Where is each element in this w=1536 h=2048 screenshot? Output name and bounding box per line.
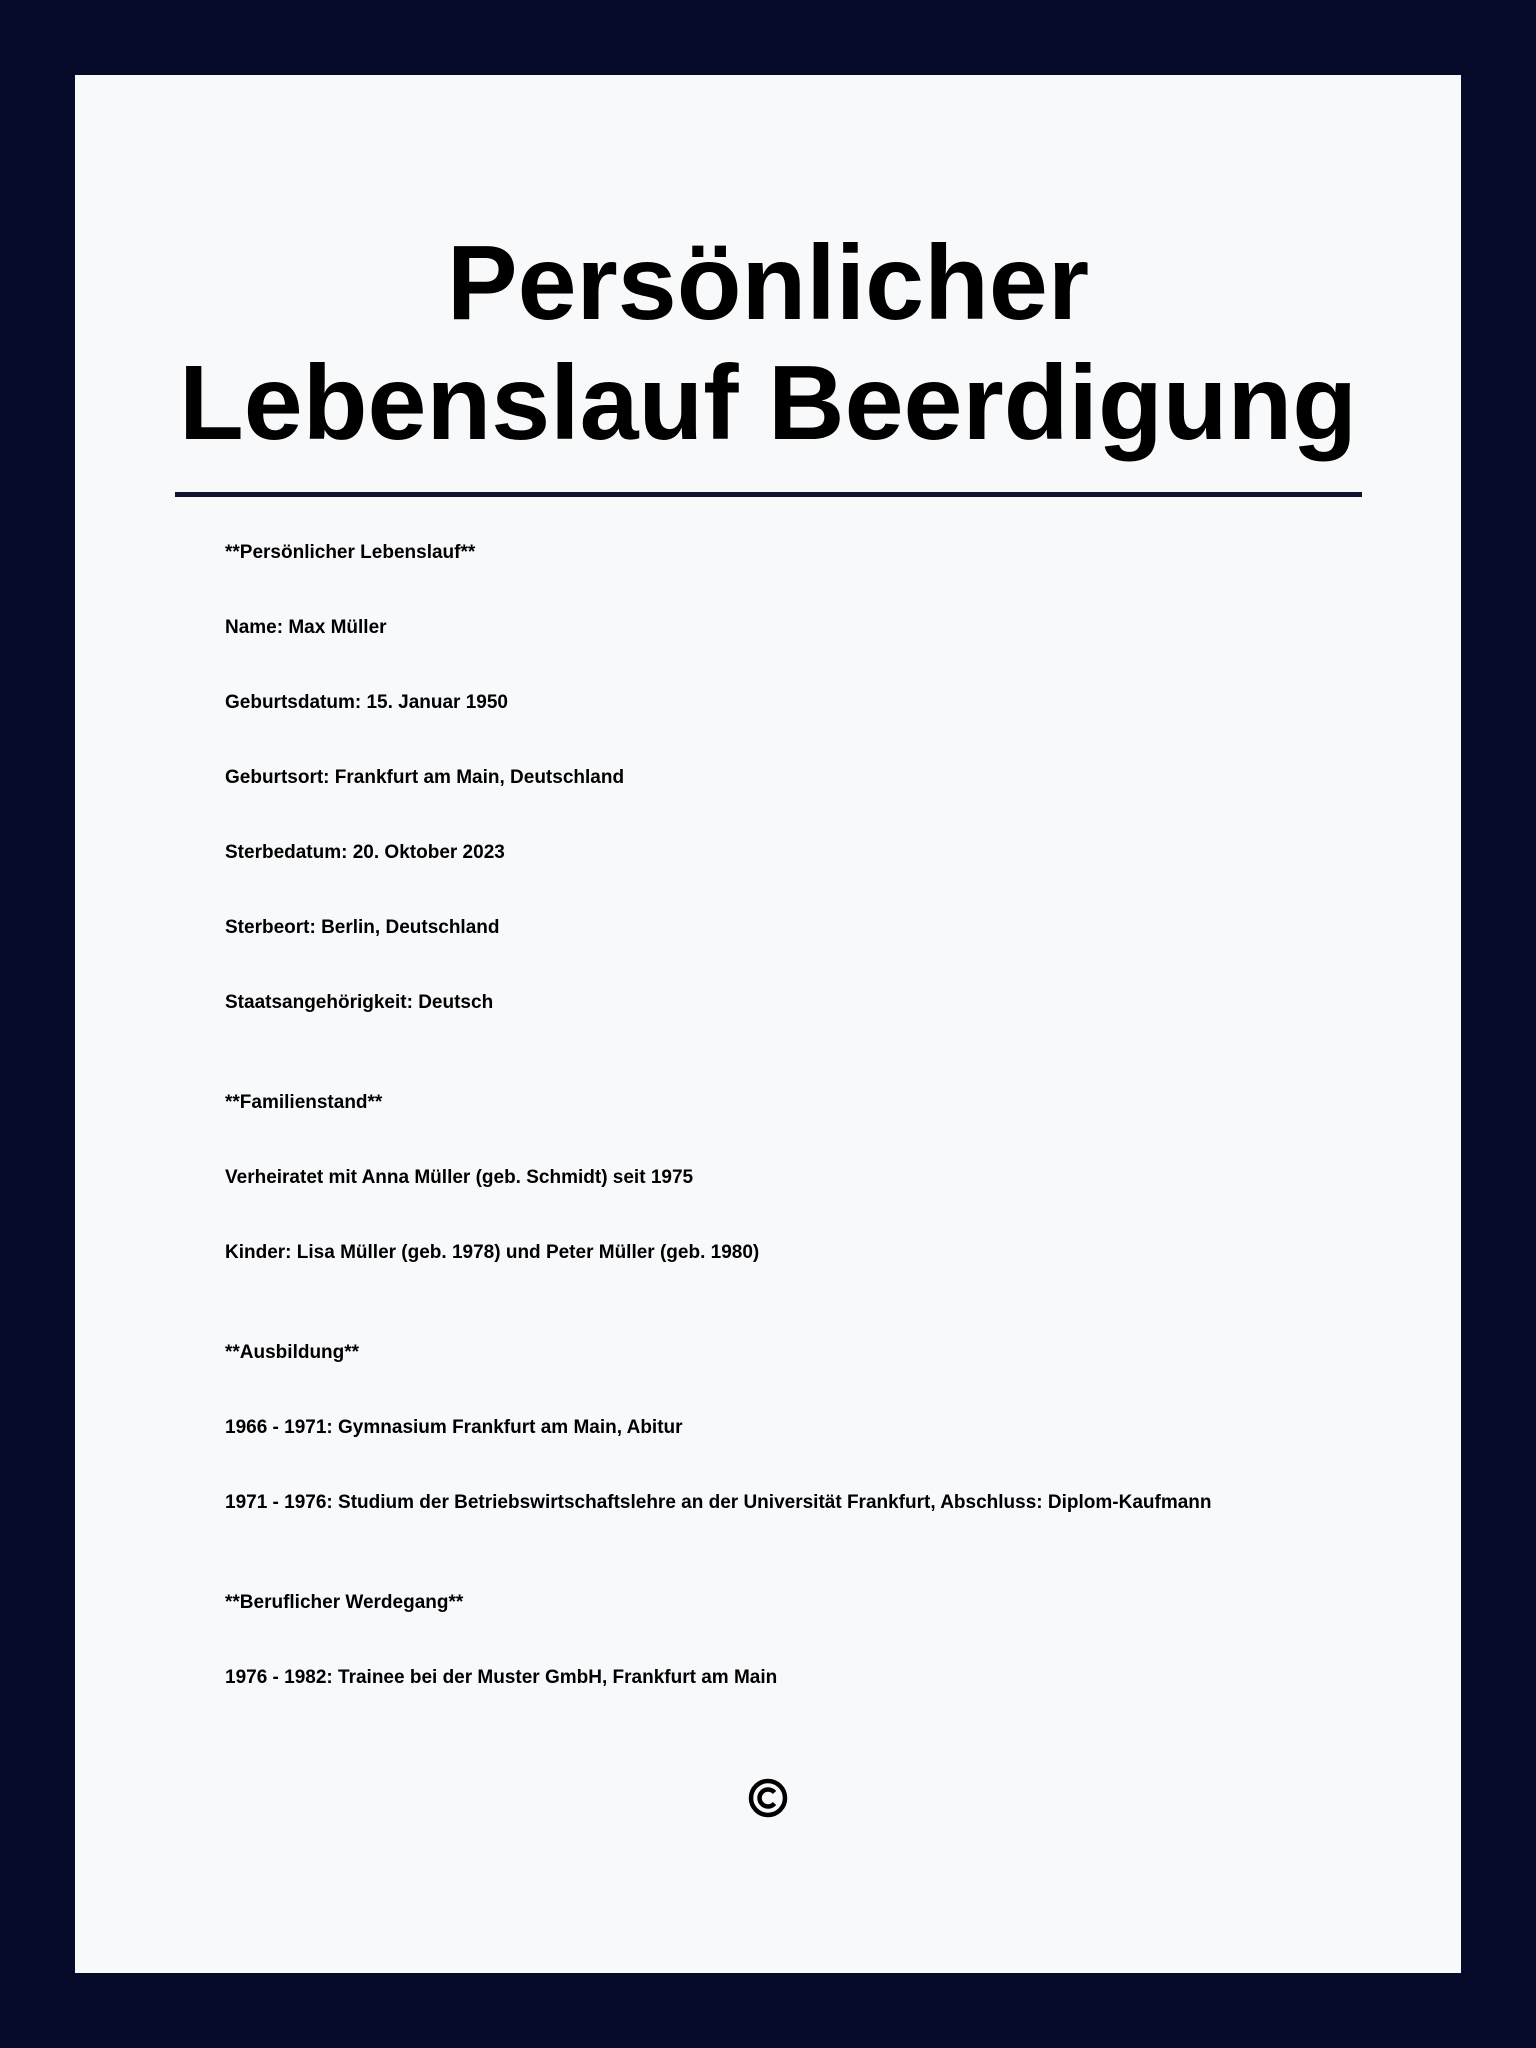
text-line-deathdate: Sterbedatum: 20. Oktober 2023 — [225, 842, 505, 863]
text-line-trainee: 1976 - 1982: Trainee bei der Muster GmbH, Frankfurt am Main — [225, 1667, 778, 1688]
text-line-school: 1966 - 1971: Gymnasium Frankfurt am Main, Abitur — [225, 1417, 683, 1438]
text-line-citizenship: Staatsangehörigkeit: Deutsch — [225, 992, 494, 1013]
text-line-deathplace: Sterbeort: Berlin, Deutschland — [225, 917, 500, 938]
section-heading-family: **Familienstand** — [225, 1092, 383, 1113]
title-divider — [175, 492, 1362, 497]
text-line-university: 1971 - 1976: Studium der Betriebswirtschaftslehre an der Universität Frankfurt, Abschluss: Diplom-Kaufmann — [225, 1492, 1212, 1513]
document-page — [75, 75, 1461, 1973]
title-line-1: Persönlicher — [446, 224, 1090, 342]
document-title — [175, 223, 1361, 463]
text-line-spouse: Verheiratet mit Anna Müller (geb. Schmidt) seit 1975 — [225, 1167, 694, 1188]
text-line-name: Name: Max Müller — [225, 617, 387, 638]
title-line-2: Lebenslauf Beerdigung — [179, 344, 1357, 462]
text-line-birthplace: Geburtsort: Frankfurt am Main, Deutschland — [225, 767, 625, 788]
copyright-icon — [743, 1773, 793, 1823]
text-line-birthdate: Geburtsdatum: 15. Januar 1950 — [225, 692, 508, 713]
section-heading-career: **Beruflicher Werdegang** — [225, 1592, 464, 1613]
text-line-children: Kinder: Lisa Müller (geb. 1978) und Peter Müller (geb. 1980) — [225, 1242, 760, 1263]
section-heading-education: **Ausbildung** — [225, 1342, 360, 1363]
section-heading-personal: **Persönlicher Lebenslauf** — [225, 542, 476, 563]
